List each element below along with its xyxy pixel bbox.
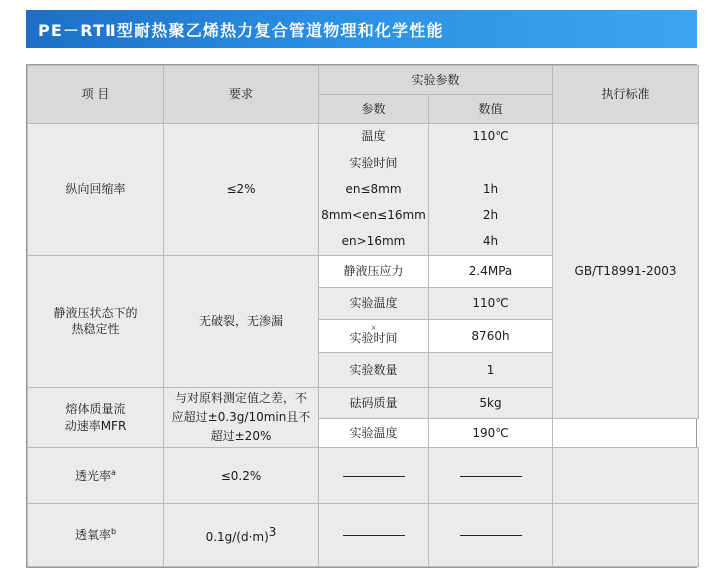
value-cell: 2h (482, 207, 499, 222)
param-cell: 砝码质量 (319, 387, 429, 418)
item-oxygen (28, 503, 164, 566)
properties-table-wrapper (26, 64, 697, 568)
item-oxygen-text: 透氧率 (74, 527, 111, 542)
standard-blank (553, 503, 699, 566)
param-cell: 实验温度 (319, 418, 429, 448)
header-item: 项 目 (28, 66, 164, 124)
item-mfr (28, 387, 164, 447)
req-mfr-line2: 应超过±0.3g/10min且不 (171, 409, 311, 424)
dash-line (343, 535, 405, 536)
param-cell: 实验数量 (319, 352, 429, 387)
item-hydro-line2: 热稳定性 (71, 322, 120, 337)
header-row-1 (28, 66, 699, 95)
item-light-sup: a (111, 467, 116, 477)
param-cell: 实验时间 (349, 155, 398, 170)
item-light-text: 透光率 (75, 468, 112, 483)
value-cell: 190℃ (429, 418, 553, 448)
header-param: 参数 (319, 94, 429, 123)
value-cell: 1 (429, 352, 553, 387)
param-text: 实验时间 (349, 330, 398, 345)
params-shrink (319, 123, 429, 255)
param-cell: 实验温度 (319, 287, 429, 319)
table-row-oxygen (28, 503, 699, 566)
table-row-shrink (28, 123, 699, 255)
requirement-oxygen (164, 503, 319, 566)
item-mfr-line2: 动速率MFR (64, 418, 127, 433)
cursor-mark-icon: × (370, 323, 377, 332)
header-params-group: 实验参数 (319, 66, 553, 95)
standard-cell: GB/T18991-2003 (553, 123, 699, 418)
header-value: 数值 (429, 94, 553, 123)
dash-line (460, 476, 522, 477)
param-cell: 静液压应力 (319, 255, 429, 287)
dash-line (343, 476, 405, 477)
values-shrink (429, 123, 553, 255)
req-oxygen-text: 0.1g/(d·m) (205, 530, 269, 545)
param-cell: en>16mm (341, 234, 406, 249)
param-cell: 温度 (361, 129, 386, 144)
value-cell: 8760h (429, 319, 553, 352)
item-oxygen-sup: b (110, 526, 117, 536)
value-cell (429, 151, 552, 176)
properties-table (27, 65, 699, 567)
value-cell: 4h (482, 234, 499, 249)
value-cell: 110℃ (429, 287, 553, 319)
value-dash (429, 503, 553, 566)
page-title: PE－RTⅡ型耐热聚乙烯热力复合管道物理和化学性能 (38, 20, 444, 40)
value-cell: 5kg (429, 387, 553, 418)
value-dash (429, 448, 553, 504)
requirement-hydro: 无破裂，无渗漏 (164, 255, 319, 387)
item-mfr-line1: 熔体质量流 (65, 402, 126, 417)
param-dash (319, 503, 429, 566)
item-hydro (28, 255, 164, 387)
dash-line (460, 535, 522, 536)
item-light (28, 448, 164, 504)
req-oxygen-sup: 3 (268, 525, 277, 540)
param-cell: 8mm<en≤16mm (321, 207, 426, 222)
item-hydro-line1: 静液压状态下的 (53, 306, 138, 321)
requirement-light: ≤0.2% (164, 448, 319, 504)
value-cell: 1h (482, 181, 499, 196)
param-dash (319, 448, 429, 504)
param-cell: en≤8mm (345, 181, 402, 196)
req-mfr-line1: 与对原料测定值之差，不 (174, 390, 307, 405)
param-cell (319, 319, 429, 352)
requirement-mfr (164, 387, 319, 447)
header-standard: 执行标准 (553, 66, 699, 124)
value-cell: 2.4MPa (429, 255, 553, 287)
value-cell: 110℃ (472, 129, 509, 144)
title-banner (26, 10, 697, 48)
req-mfr-line3: 超过±20% (210, 429, 272, 444)
item-shrink: 纵向回缩率 (28, 123, 164, 255)
table-row-light (28, 448, 699, 504)
header-requirement: 要求 (164, 66, 319, 124)
standard-blank (553, 448, 699, 504)
requirement-shrink: ≤2% (164, 123, 319, 255)
